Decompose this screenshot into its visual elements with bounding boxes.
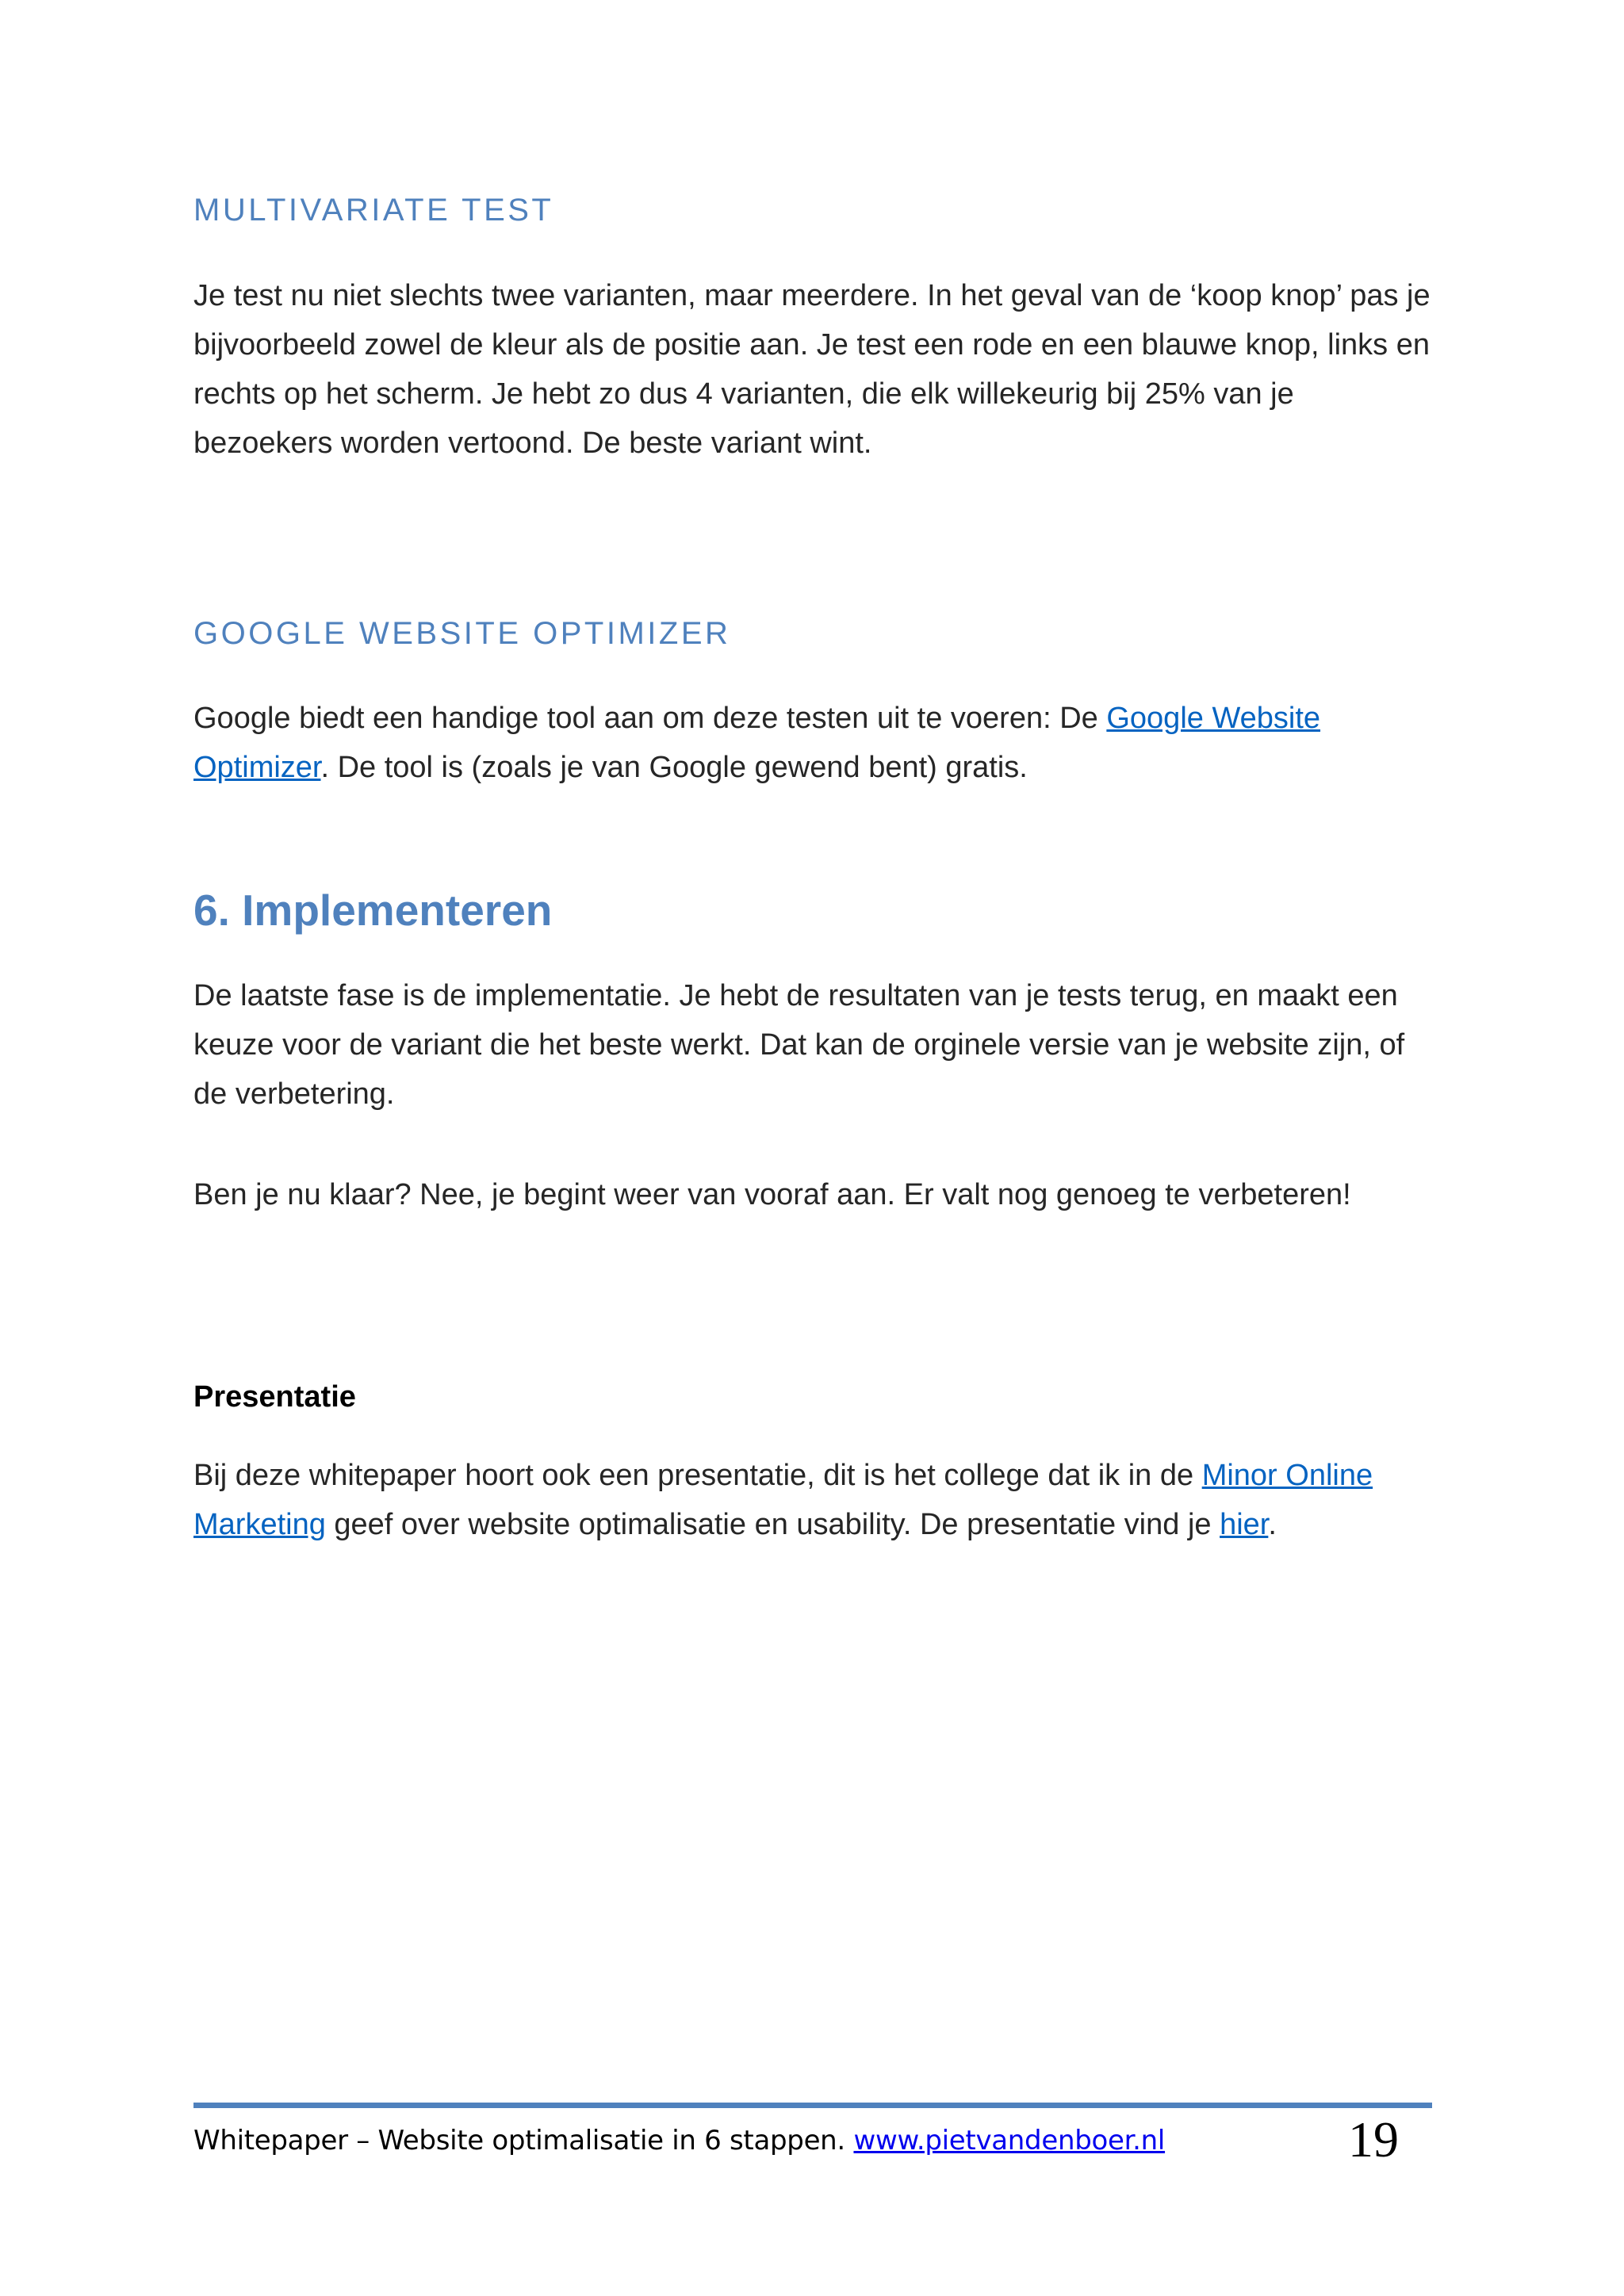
chapter-heading-implementeren: 6. Implementeren — [193, 886, 553, 935]
page-number: 19 — [1348, 2111, 1399, 2168]
minor-online-marketing-link[interactable]: Minor Online Marketing — [193, 1459, 1373, 1541]
presentatie-text-after: . — [1268, 1508, 1277, 1541]
google-website-optimizer-link[interactable]: Google Website Optimizer — [193, 702, 1321, 784]
presentatie-text-before: Bij deze whitepaper hoort ook een presentatie, dit is het college dat ik in de — [193, 1459, 1202, 1492]
optimizer-text-after: . De tool is (zoals je van Google gewend bent) gratis. — [320, 751, 1028, 784]
optimizer-text-before: Google biedt een handige tool aan om deze testen uit te voeren: De — [193, 702, 1107, 735]
section-heading-multivariate: MULTIVARIATE TEST — [193, 193, 554, 228]
footer-title: Whitepaper – Website optimalisatie in 6 stappen. — [193, 2125, 854, 2156]
paragraph-implement-2: Ben je nu klaar? Nee, je begint weer van vooraf aan. Er valt nog genoeg te verbeteren! — [193, 1178, 1351, 1211]
heading-presentatie: Presentatie — [193, 1380, 356, 1414]
paragraph-multivariate: Je test nu niet slechts twee varianten, maar meerdere. In het geval van de ‘koop knop’ pas je bijvoorbeeld zowel de kleur als de positie aan. Je test een rode en een blauwe knop, links en rechts op het scherm. Je hebt zo dus 4 varianten, die elk willekeurig bij 25% van je bezoekers worden vertoond. De beste variant wint. — [193, 279, 1431, 460]
paragraph-implement-1: De laatste fase is de implementatie. Je hebt de resultaten van je tests terug, en maakt een keuze voor de variant die het beste werkt. Dat kan de orginele versie van je website zijn, of de verbetering. — [193, 979, 1405, 1111]
footer-website-link[interactable]: www.pietvandenboer.nl — [853, 2125, 1166, 2156]
footer-text — [193, 2125, 1165, 2156]
paragraph-optimizer — [193, 694, 1431, 792]
presentatie-text-middle: geef over website optimalisatie en usability. De presentatie vind je — [325, 1508, 1220, 1541]
section-heading-optimizer: GOOGLE WEBSITE OPTIMIZER — [193, 616, 731, 651]
hier-link[interactable]: hier — [1220, 1508, 1269, 1541]
footer-divider — [193, 2103, 1432, 2108]
paragraph-presentatie — [193, 1451, 1431, 1549]
